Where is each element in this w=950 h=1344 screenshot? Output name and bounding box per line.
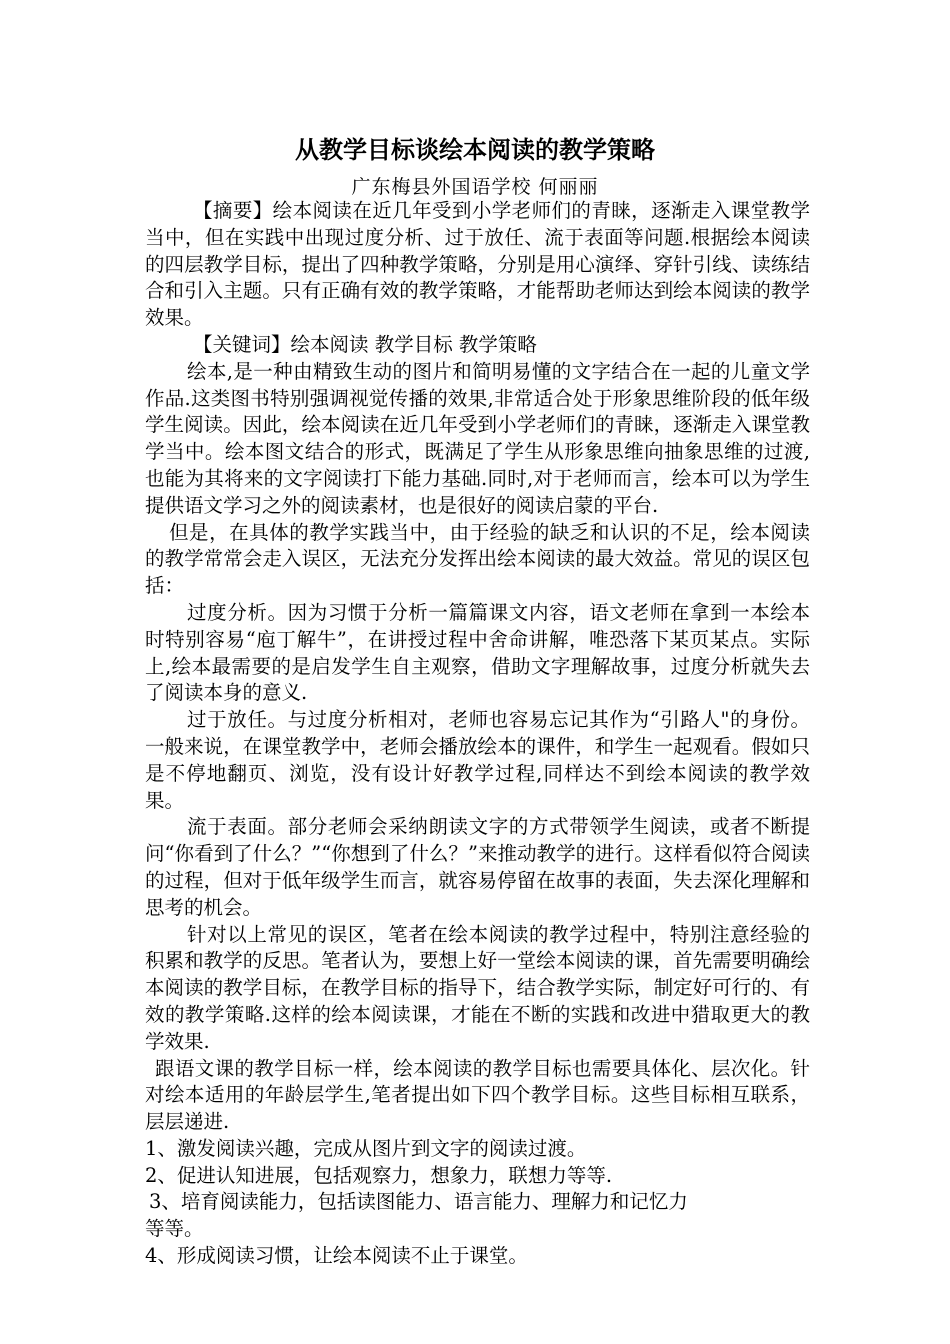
body-paragraph: 绘本,是一种由精致生动的图片和简明易懂的文字结合在一起的儿童文学作品.这类图书特别强调视觉传播的效果,非常适合处于形象思维阶段的低年级学生阅读。因此，绘本阅读在近几年受到小学老师们的青睐，逐渐走入课堂教学当中。绘本图文结合的形式，既满足了学生从形象思维向抽象思维的过渡,也能为其将来的文字阅读打下能力基础.同时,对于老师而言，绘本可以为学生提供语文学习之外的阅读素材，也是很好的阅读启蒙的平台. <box>145 359 810 517</box>
body-paragraph: 过度分析。因为习惯于分析一篇篇课文内容，语文老师在拿到一本绘本时特别容易“庖丁解牛”，在讲授过程中舍命讲解，唯恐落下某页某点。实际上,绘本最需要的是启发学生自主观察，借助文字理解故事，过度分析就失去了阅读本身的意义. <box>145 600 810 705</box>
body-paragraph: 针对以上常见的误区，笔者在绘本阅读的教学过程中，特别注意经验的积累和教学的反思。笔者认为，要想上好一堂绘本阅读的课，首先需要明确绘本阅读的教学目标，在教学目标的指导下，结合教学实际，制定好可行的、有效的教学策略.这样的绘本阅读课，才能在不断的实践和改进中猎取更大的教学效果. <box>145 922 810 1053</box>
goal-item: 1、激发阅读兴趣，完成从图片到文字的阅读过渡。 <box>145 1136 587 1160</box>
document-author: 广东梅县外国语学校 何丽丽 <box>351 176 599 198</box>
keywords-line: 【关键词】绘本阅读 教学目标 教学策略 <box>193 332 537 356</box>
body-paragraph: 跟语文课的教学目标一样，绘本阅读的教学目标也需要具体化、层次化。针对绘本适用的年龄层学生,笔者提出如下四个教学目标。这些目标相互联系，层层递进. <box>145 1056 810 1134</box>
body-paragraph: 过于放任。与过度分析相对，老师也容易忘记其作为“引路人"的身份。一般来说，在课堂教学中，老师会播放绘本的课件，和学生一起观看。假如只是不停地翻页、浏览，没有设计好教学过程,同样达不到绘本阅读的教学效果。 <box>145 708 810 812</box>
goal-item: 2、促进认知进展，包括观察力，想象力，联想力等等. <box>145 1163 613 1187</box>
document-body <box>145 198 810 1270</box>
abstract-paragraph: 【摘要】绘本阅读在近几年受到小学老师们的青睐，逐渐走入课堂教学当中，但在实践中出现过度分析、过于放任、流于表面等问题.根据绘本阅读的四层教学目标，提出了四种教学策略，分别是用心演绎、穿针引线、读练结合和引入主题。只有正确有效的教学策略，才能帮助老师达到绘本阅读的教学效果。 <box>145 199 810 330</box>
body-paragraph: 但是，在具体的教学实践当中，由于经验的缺乏和认识的不足，绘本阅读的教学常常会走入误区，无法充分发挥出绘本阅读的最大效益。常见的误区包括： <box>145 520 810 598</box>
body-paragraph: 流于表面。部分老师会采纳朗读文字的方式带领学生阅读，或者不断提问“你看到了什么？”“你想到了什么？”来推动教学的进行。这样看似符合阅读的过程，但对于低年级学生而言，就容易停留在故事的表面，失去深化理解和思考的机会。 <box>145 815 810 919</box>
document-title: 从教学目标谈绘本阅读的教学策略 <box>295 136 655 164</box>
goal-item: 3、培育阅读能力，包括读图能力、语言能力、理解力和记忆力 <box>149 1190 688 1214</box>
goal-item-continuation: 等等。 <box>145 1217 204 1241</box>
goal-item: 4、形成阅读习惯，让绘本阅读不止于课堂。 <box>145 1244 528 1268</box>
